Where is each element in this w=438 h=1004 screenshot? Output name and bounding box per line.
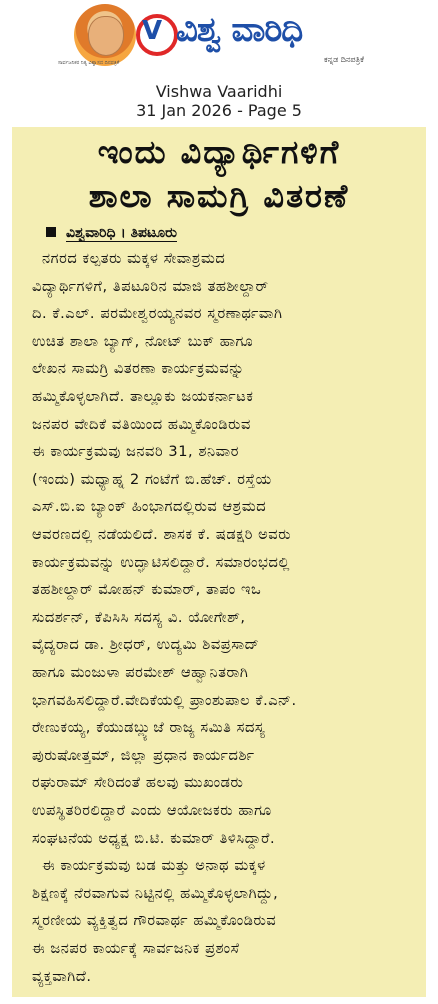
headline-line-1: ಇಂದು ವಿದ್ಯಾರ್ಥಿಗಳಿಗೆ: [97, 133, 341, 171]
body-line: ತಹಶೀಲ್ದಾರ್ ಮೋಹನ್ ಕುಮಾರ್, ತಾಪಂ ಇಒ: [32, 582, 262, 599]
body-line: ನಗರದ ಕಲ್ಪತರು ಮಕ್ಕಳ ಸೇವಾಶ್ರಮದ: [42, 251, 226, 267]
body-line: ಈ ಜನಪರ ಕಾರ್ಯಕ್ಕೆ ಸಾರ್ವಜನಿಕ ಪ್ರಶಂಸೆ: [32, 941, 240, 957]
publication-name: Vishwa Vaaridhi: [155, 82, 283, 101]
body-line: ವಿದ್ಯಾರ್ಥಿಗಳಿಗೆ, ತಿಪಟೂರಿನ ಮಾಜಿ ತಹಶೀಲ್ದಾರ್: [32, 278, 269, 295]
logo-subtitle: ಸಾರ್ವಜನಿಕರ ನಿತ್ಯ ವಿಶ್ವಾಸದ ದಿನಪತ್ರಿಕೆ: [58, 60, 120, 66]
logo-v-icon: V: [142, 16, 163, 46]
body-line: ಹಾಗೂ ಮಂಜುಳಾ ಪರಮೇಶ್ ಆಹ್ವಾನಿತರಾಗಿ: [32, 665, 249, 681]
body-line: ರೇಣುಕಯ್ಯ, ಕೆಯುಡಬ್ಲ್ಯುಜೆ ರಾಜ್ಯ ಸಮಿತಿ ಸದಸ್ಯ: [32, 720, 266, 737]
body-line: ಹಮ್ಮಿಕೊಳ್ಳಲಾಗಿದೆ. ತಾಲ್ಲೂಕು ಜಯಕರ್ನಾಟಕ: [32, 389, 254, 405]
article-clipping: [12, 127, 426, 997]
body-line: ಭಾಗವಹಿಸಲಿದ್ದಾರೆ.ವೇದಿಕೆಯಲ್ಲಿ ಪ್ರಾಂಶುಪಾಲ ಕೆ.ಎನ್.: [32, 692, 297, 709]
byline-text: ವಿಶ್ವವಾರಿಧಿ । ತಿಪಟೂರು: [66, 225, 177, 241]
body-line: ಜನಪರ ವೇದಿಕೆ ವತಿಯಿಂದ ಹಮ್ಮಿಕೊಂಡಿರುವ: [32, 416, 251, 433]
body-line: ಉಪಸ್ಥಿತರಿರಲಿದ್ದಾರೆ ಎಂದು ಆಯೋಜಕರು ಹಾಗೂ: [32, 803, 272, 819]
body-line: ಲೇಖನ ಸಾಮಗ್ರಿ ವಿತರಣಾ ಕಾರ್ಯಕ್ರಮವನ್ನು: [32, 361, 245, 378]
logo-name-part2: ವಾರಿಧಿ: [220, 10, 303, 50]
logo-tagline: ಕನ್ನಡ ದಿನಪತ್ರಿಕೆ: [324, 55, 365, 64]
date-page: 31 Jan 2026 - Page 5: [136, 101, 302, 120]
masthead: [0, 0, 438, 78]
body-line: (ಇಂದು) ಮಧ್ಯಾಹ್ನ 2 ಗಂಟೆಗೆ ಬಿ.ಹೆಚ್. ರಸ್ತೆಯ: [32, 471, 272, 488]
body-line: ಕಾರ್ಯಕ್ರಮವನ್ನು ಉದ್ಘಾಟಿಸಲಿದ್ದಾರೆ. ಸಮಾರಂಭದಲ್ಲಿ: [32, 554, 291, 571]
body-line: ಸಂಘಟನೆಯ ಅಧ್ಯಕ್ಷ ಬಿ.ಟಿ. ಕುಮಾರ್ ತಿಳಿಸಿದ್ದಾರೆ.: [32, 830, 276, 847]
body-line: ದಿ. ಕೆ.ಎಲ್. ಪರಮೇಶ್ವರಯ್ಯನವರ ಸ್ಮರಣಾರ್ಥವಾಗಿ: [32, 306, 283, 323]
logo-name-part1: ವಿಶ್ವ: [176, 10, 221, 50]
body-line: ವ್ಯಕ್ತವಾಗಿದೆ.: [32, 968, 92, 985]
byline: [46, 225, 177, 241]
body-line: ಈ ಕಾರ್ಯಕ್ರಮವು ಜನವರಿ 31, ಶನಿವಾರ: [32, 444, 239, 461]
body-line: ಸುದರ್ಶನ್, ಕೆಪಿಸಿಸಿ ಸದಸ್ಯ ವಿ. ಯೋಗೇಶ್,: [32, 609, 246, 626]
headline-line-2: ಶಾಲಾ ಸಾಮಗ್ರಿ ವಿತರಣೆ: [88, 177, 350, 215]
body-line: ಉಚಿತ ಶಾಲಾ ಬ್ಯಾಗ್, ನೋಟ್ ಬುಕ್ ಹಾಗೂ: [32, 333, 254, 350]
body-line: ಆವರಣದಲ್ಲಿ ನಡೆಯಲಿದೆ. ಶಾಸಕ ಕೆ. ಷಡಕ್ಷರಿ ಅವರು: [32, 527, 292, 543]
body-line: ಪುರುಷೋತ್ತಮ್, ಜಿಲ್ಲಾ ಪ್ರಧಾನ ಕಾರ್ಯದರ್ಶಿ: [32, 747, 255, 764]
body-line: ಈ ಕಾರ್ಯಕ್ರಮವು ಬಡ ಮತ್ತು ಅನಾಥ ಮಕ್ಕಳ: [42, 858, 266, 875]
body-line: ಸ್ಮರಣೀಯ ವ್ಯಕ್ತಿತ್ವದ ಗೌರವಾರ್ಥ ಹಮ್ಮಿಕೊಂಡಿರುವ: [32, 913, 277, 930]
portrait-face: [88, 16, 124, 56]
body-line: ರಘುರಾಮ್ ಸೇರಿದಂತೆ ಹಲವು ಮುಖಂಡರು: [32, 775, 244, 792]
body-line: ವೈದ್ಯರಾದ ಡಾ. ಶ್ರೀಧರ್, ಉದ್ಯಮಿ ಶಿವಪ್ರಸಾದ್: [32, 637, 260, 654]
byline-square-icon: [46, 227, 56, 237]
body-line: ಎಸ್.ಬಿ.ಐ ಬ್ಯಾಂಕ್ ಹಿಂಭಾಗದಲ್ಲಿರುವ ಆಶ್ರಮದ: [32, 499, 267, 516]
body-line: ಶಿಕ್ಷಣಕ್ಕೆ ನೆರವಾಗುವ ನಿಟ್ಟಿನಲ್ಲಿ ಹಮ್ಮಿಕೊಳ್ಳಲಾಗಿದ್ದು,: [32, 885, 279, 902]
newspaper-logo: [176, 10, 302, 50]
